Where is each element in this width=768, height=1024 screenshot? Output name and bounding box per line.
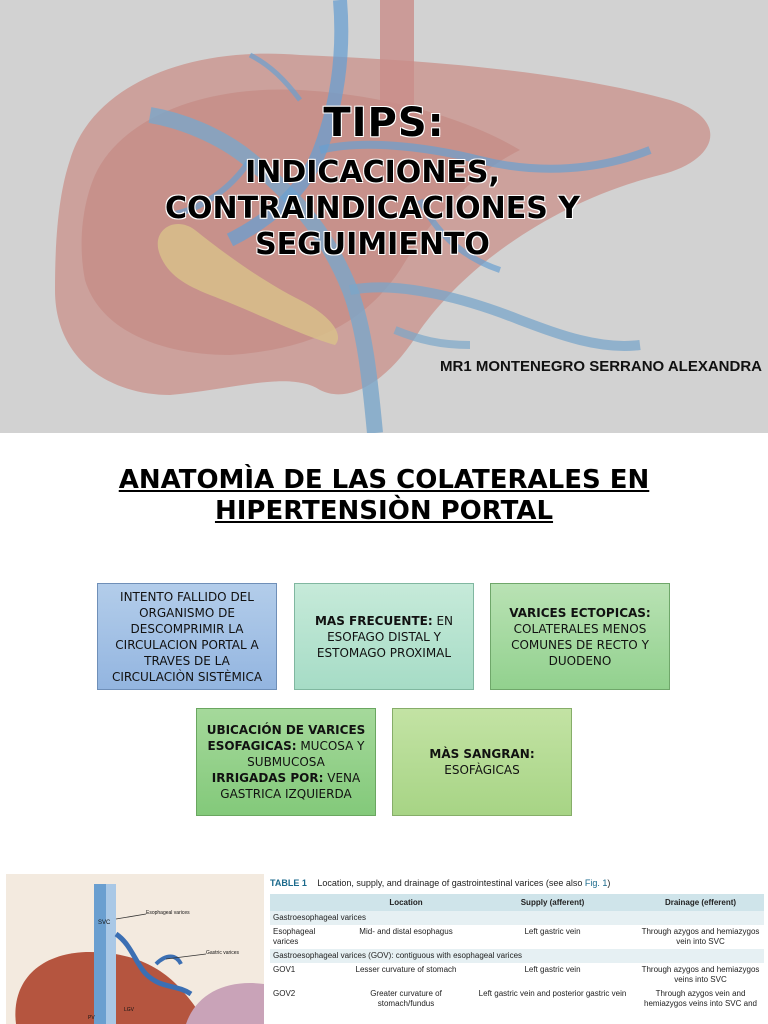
info-box-most-frequent (294, 583, 474, 690)
info-box-text: MUCOSA Y SUBMUCOSA (247, 739, 365, 769)
section-label: Gastroesophageal varices (270, 911, 764, 925)
table-row (270, 925, 764, 949)
table-cell: Through azygos and hemiazygos veins into SVC (641, 965, 760, 984)
varices-anatomy-figure (6, 874, 264, 1024)
info-box-heading: UBICACIÓN DE VARICES ESOFAGICAS: (206, 723, 366, 753)
info-box-text: VENA GASTRICA IZQUIERDA (220, 771, 361, 801)
varices-table-slide (0, 838, 768, 1024)
table-row (270, 963, 764, 987)
info-box-ectopic-varices (490, 583, 670, 690)
pv-label: PV (88, 1015, 95, 1021)
table-cell: Lesser curvature of stomach (355, 965, 457, 974)
column-header: Location (344, 894, 468, 911)
table-caption-end: ) (607, 878, 611, 888)
section-label: Gastroesophageal varices (GOV): contiguous with esophageal varices (270, 949, 764, 963)
svc-label: SVC (98, 920, 111, 926)
table-section-row (270, 949, 764, 963)
table-cell: GOV1 (273, 965, 296, 974)
table-cell: Mid- and distal esophagus (359, 927, 453, 936)
info-box-heading: VARICES ECTOPICAS: (509, 605, 651, 620)
table-caption (270, 878, 610, 888)
slide-title: TIPS: (323, 100, 445, 146)
table-cell: GOV2 (273, 989, 296, 998)
table-cell: Left gastric vein (524, 965, 581, 974)
varices-diagram (6, 874, 264, 1024)
gastric-varices-label: Gastric varices (206, 950, 240, 956)
info-box-heading: IRRIGADAS POR: (211, 771, 324, 785)
lgv-label: LGV (124, 1007, 135, 1013)
table-cell: Greater curvature of stomach/fundus (370, 989, 442, 1008)
table-cell: Left gastric vein (524, 927, 581, 936)
table-cell: Left gastric vein and posterior gastric vein (478, 989, 627, 998)
info-box-text: ESOFÀGICAS (444, 763, 520, 777)
column-header: Supply (afferent) (468, 894, 637, 911)
anatomy-title: ANATOMÌA DE LAS COLATERALES EN HIPERTENSIÒN PORTAL (118, 465, 650, 526)
title-slide (0, 0, 768, 433)
column-header: Drainage (efferent) (637, 894, 764, 911)
info-box-text: INTENTO FALLIDO DEL ORGANISMO DE DESCOMPRIMIR LA CIRCULACION PORTAL A TRAVES DE LA CIRCULACIÒN SISTÈMICA (111, 589, 263, 684)
table-row (270, 987, 764, 1011)
info-box-text: COLATERALES MENOS COMUNES DE RECTO Y DUODENO (511, 621, 649, 668)
info-box-text: EN ESOFAGO DISTAL Y ESTOMAGO PROXIMAL (316, 613, 454, 660)
table-header-row (270, 894, 764, 911)
info-box-heading: MÀS SANGRAN: (429, 747, 535, 761)
esophageal-varices-label: Esophageal varices (146, 910, 190, 916)
table-cell: Esophageal varices (273, 927, 316, 946)
table-caption-text: Location, supply, and drainage of gastrointestinal varices (see also (317, 878, 583, 888)
table-cell: Through azygos vein and hemiazygos veins into SVC and (644, 989, 757, 1008)
anatomy-slide (0, 433, 768, 838)
table-cell: Through azygos and hemiazygos vein into SVC (641, 927, 760, 946)
author-name: MR1 MONTENEGRO SERRANO ALEXANDRA (440, 358, 762, 375)
figure-link[interactable]: Fig. 1 (584, 878, 608, 888)
column-header (270, 894, 344, 911)
table-number: TABLE 1 (270, 878, 307, 888)
table-section-row (270, 911, 764, 925)
info-box-heading: MAS FRECUENTE: (314, 613, 433, 628)
slide-subtitle: INDICACIONES, CONTRAINDICACIONES Y SEGUIMIENTO (164, 155, 581, 262)
info-box-esophageal-location (196, 708, 376, 816)
info-box-decompression (97, 583, 277, 690)
varices-table (270, 894, 764, 1011)
info-box-most-bleeding (392, 708, 572, 816)
